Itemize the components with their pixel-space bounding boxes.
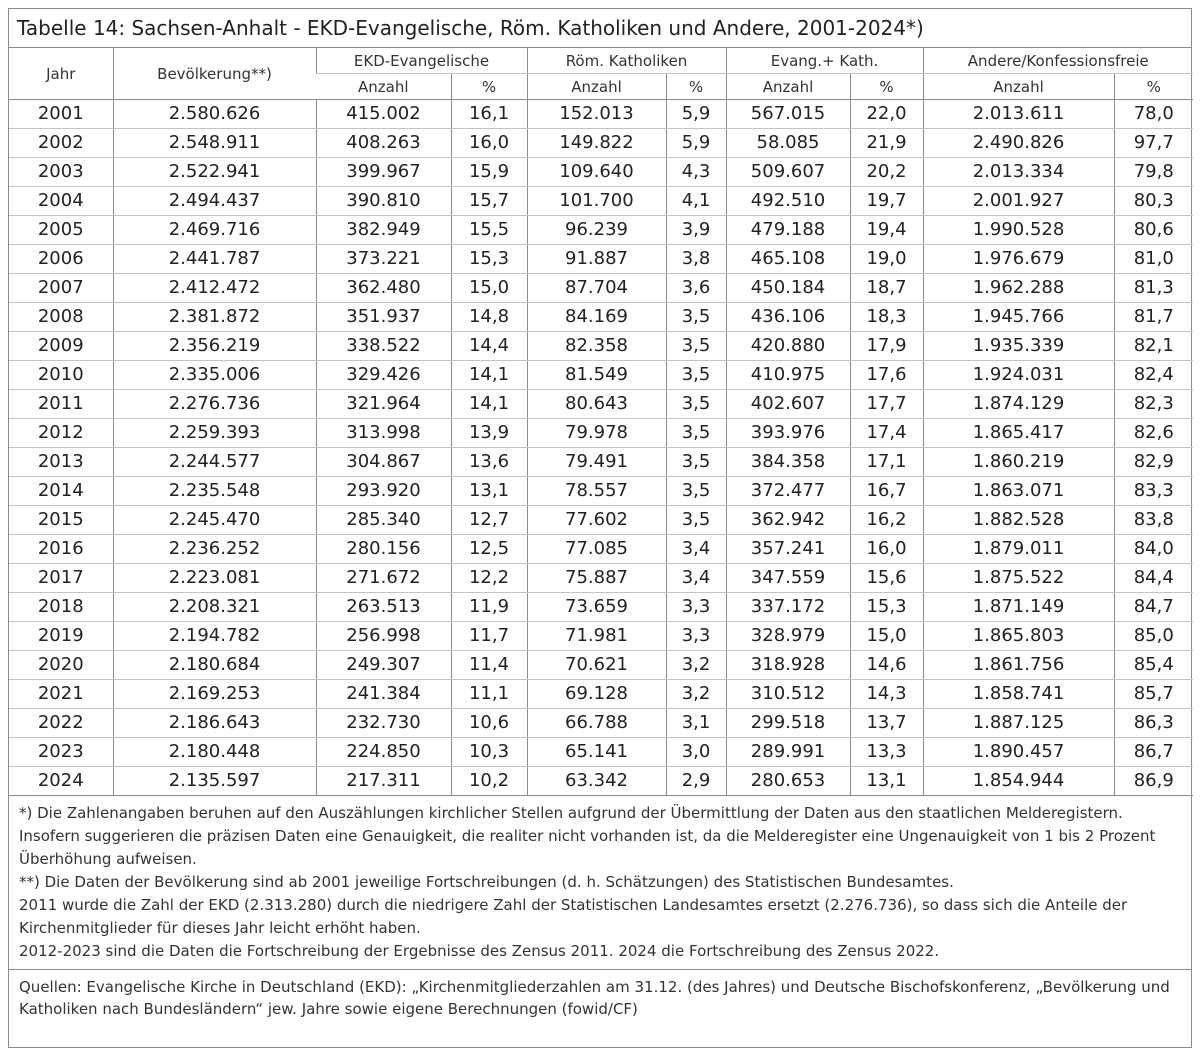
cell-katholiken-percent: 3,8 — [666, 245, 726, 274]
cell-ekd-anzahl: 285.340 — [316, 506, 451, 535]
cell-katholiken-percent: 3,5 — [666, 506, 726, 535]
cell-evang-kath-anzahl: 393.976 — [726, 419, 850, 448]
cell-ekd-anzahl: 373.221 — [316, 245, 451, 274]
table-row — [9, 158, 1193, 187]
cell-katholiken-anzahl: 65.141 — [527, 738, 666, 767]
cell-katholiken-anzahl: 71.981 — [527, 622, 666, 651]
cell-evang-kath-anzahl: 357.241 — [726, 535, 850, 564]
cell-bevoelkerung: 2.194.782 — [113, 622, 316, 651]
cell-andere-anzahl: 1.924.031 — [923, 361, 1114, 390]
cell-bevoelkerung: 2.412.472 — [113, 274, 316, 303]
cell-katholiken-anzahl: 70.621 — [527, 651, 666, 680]
cell-evang-kath-percent: 18,7 — [850, 274, 923, 303]
cell-katholiken-anzahl: 79.978 — [527, 419, 666, 448]
cell-ekd-anzahl: 321.964 — [316, 390, 451, 419]
cell-katholiken-anzahl: 79.491 — [527, 448, 666, 477]
cell-evang-kath-percent: 20,2 — [850, 158, 923, 187]
cell-katholiken-anzahl: 77.602 — [527, 506, 666, 535]
cell-evang-kath-percent: 13,3 — [850, 738, 923, 767]
header-anzahl-andere: Anzahl — [923, 74, 1114, 100]
cell-ekd-percent: 16,0 — [451, 129, 527, 158]
cell-evang-kath-anzahl: 280.653 — [726, 767, 850, 796]
cell-evang-kath-percent: 17,4 — [850, 419, 923, 448]
cell-evang-kath-anzahl: 328.979 — [726, 622, 850, 651]
cell-jahr: 2004 — [9, 187, 113, 216]
table-row — [9, 535, 1193, 564]
cell-evang-kath-percent: 16,7 — [850, 477, 923, 506]
cell-katholiken-anzahl: 87.704 — [527, 274, 666, 303]
cell-andere-anzahl: 1.860.219 — [923, 448, 1114, 477]
cell-andere-anzahl: 1.865.417 — [923, 419, 1114, 448]
data-table — [9, 48, 1193, 796]
cell-ekd-percent: 12,5 — [451, 535, 527, 564]
cell-evang-kath-anzahl: 492.510 — [726, 187, 850, 216]
cell-andere-percent: 85,4 — [1114, 651, 1193, 680]
cell-ekd-percent: 10,3 — [451, 738, 527, 767]
cell-ekd-anzahl: 217.311 — [316, 767, 451, 796]
table-row — [9, 245, 1193, 274]
table-row — [9, 216, 1193, 245]
cell-jahr: 2018 — [9, 593, 113, 622]
header-percent-andere: % — [1114, 74, 1193, 100]
table-row — [9, 709, 1193, 738]
cell-ekd-percent: 12,2 — [451, 564, 527, 593]
cell-katholiken-anzahl: 63.342 — [527, 767, 666, 796]
cell-katholiken-anzahl: 80.643 — [527, 390, 666, 419]
cell-andere-anzahl: 2.013.334 — [923, 158, 1114, 187]
cell-bevoelkerung: 2.259.393 — [113, 419, 316, 448]
table-body — [9, 100, 1193, 796]
cell-katholiken-anzahl: 91.887 — [527, 245, 666, 274]
cell-andere-percent: 86,9 — [1114, 767, 1193, 796]
table-row — [9, 622, 1193, 651]
cell-evang-kath-percent: 16,2 — [850, 506, 923, 535]
cell-ekd-percent: 14,4 — [451, 332, 527, 361]
cell-bevoelkerung: 2.335.006 — [113, 361, 316, 390]
table-row — [9, 477, 1193, 506]
cell-evang-kath-anzahl: 289.991 — [726, 738, 850, 767]
cell-katholiken-percent: 3,5 — [666, 361, 726, 390]
cell-jahr: 2020 — [9, 651, 113, 680]
cell-katholiken-anzahl: 69.128 — [527, 680, 666, 709]
cell-ekd-anzahl: 232.730 — [316, 709, 451, 738]
cell-evang-kath-anzahl: 420.880 — [726, 332, 850, 361]
cell-evang-kath-percent: 17,9 — [850, 332, 923, 361]
table-row — [9, 129, 1193, 158]
cell-andere-anzahl: 1.890.457 — [923, 738, 1114, 767]
table-row — [9, 738, 1193, 767]
cell-jahr: 2012 — [9, 419, 113, 448]
cell-ekd-anzahl: 256.998 — [316, 622, 451, 651]
cell-ekd-percent: 15,7 — [451, 187, 527, 216]
cell-evang-kath-anzahl: 337.172 — [726, 593, 850, 622]
cell-ekd-percent: 11,4 — [451, 651, 527, 680]
cell-jahr: 2023 — [9, 738, 113, 767]
cell-andere-anzahl: 1.871.149 — [923, 593, 1114, 622]
cell-jahr: 2022 — [9, 709, 113, 738]
cell-bevoelkerung: 2.223.081 — [113, 564, 316, 593]
cell-evang-kath-anzahl: 465.108 — [726, 245, 850, 274]
cell-katholiken-anzahl: 149.822 — [527, 129, 666, 158]
cell-jahr: 2001 — [9, 100, 113, 129]
cell-bevoelkerung: 2.180.448 — [113, 738, 316, 767]
cell-evang-kath-anzahl: 318.928 — [726, 651, 850, 680]
cell-ekd-percent: 11,1 — [451, 680, 527, 709]
cell-andere-percent: 83,8 — [1114, 506, 1193, 535]
table-header — [9, 48, 1193, 100]
cell-andere-percent: 86,3 — [1114, 709, 1193, 738]
cell-andere-percent: 85,0 — [1114, 622, 1193, 651]
cell-katholiken-percent: 3,4 — [666, 535, 726, 564]
cell-ekd-anzahl: 382.949 — [316, 216, 451, 245]
cell-katholiken-percent: 4,1 — [666, 187, 726, 216]
cell-andere-percent: 82,4 — [1114, 361, 1193, 390]
table-row — [9, 506, 1193, 535]
header-bevoelkerung: Bevölkerung**) — [113, 48, 316, 100]
cell-evang-kath-percent: 18,3 — [850, 303, 923, 332]
cell-andere-anzahl: 1.990.528 — [923, 216, 1114, 245]
footnote: *) Die Zahlenangaben beruhen auf den Auszählungen kirchlicher Stellen aufgrund der Übermittlung der Daten aus den staatlichen Melderegistern. Insofern suggerieren die präzisen Daten eine Genauigkeit, die realiter nicht vorhanden ist, da die Melderegister eine Ungenauigkeit von 1 bis 2 Prozent Überhöhung aufweisen. — [19, 804, 1156, 868]
cell-ekd-percent: 15,0 — [451, 274, 527, 303]
cell-andere-anzahl: 1.962.288 — [923, 274, 1114, 303]
cell-ekd-percent: 13,9 — [451, 419, 527, 448]
table-title: Tabelle 14: Sachsen-Anhalt - EKD-Evangelische, Röm. Katholiken und Andere, 2001-2024*) — [9, 9, 1191, 48]
cell-ekd-anzahl: 271.672 — [316, 564, 451, 593]
cell-andere-percent: 82,6 — [1114, 419, 1193, 448]
header-percent-katholiken: % — [666, 74, 726, 100]
footnote: 2012-2023 sind die Daten die Fortschreibung der Ergebnisse des Zensus 2011. 2024 die Fortschreibung des Zensus 2022. — [19, 942, 940, 960]
cell-evang-kath-percent: 21,9 — [850, 129, 923, 158]
cell-katholiken-percent: 3,5 — [666, 303, 726, 332]
cell-bevoelkerung: 2.235.548 — [113, 477, 316, 506]
cell-bevoelkerung: 2.522.941 — [113, 158, 316, 187]
cell-evang-kath-anzahl: 384.358 — [726, 448, 850, 477]
cell-evang-kath-percent: 17,6 — [850, 361, 923, 390]
table-row — [9, 767, 1193, 796]
cell-jahr: 2021 — [9, 680, 113, 709]
cell-katholiken-anzahl: 77.085 — [527, 535, 666, 564]
cell-jahr: 2013 — [9, 448, 113, 477]
cell-andere-percent: 79,8 — [1114, 158, 1193, 187]
cell-katholiken-percent: 3,9 — [666, 216, 726, 245]
cell-katholiken-anzahl: 78.557 — [527, 477, 666, 506]
header-group-andere: Andere/Konfessionsfreie — [923, 48, 1193, 74]
cell-andere-anzahl: 1.875.522 — [923, 564, 1114, 593]
cell-evang-kath-percent: 17,7 — [850, 390, 923, 419]
cell-evang-kath-percent: 13,1 — [850, 767, 923, 796]
table-row — [9, 303, 1193, 332]
cell-ekd-percent: 13,1 — [451, 477, 527, 506]
cell-ekd-anzahl: 415.002 — [316, 100, 451, 129]
cell-evang-kath-percent: 15,3 — [850, 593, 923, 622]
cell-evang-kath-anzahl: 436.106 — [726, 303, 850, 332]
cell-ekd-percent: 11,9 — [451, 593, 527, 622]
cell-evang-kath-anzahl: 402.607 — [726, 390, 850, 419]
cell-jahr: 2024 — [9, 767, 113, 796]
header-jahr: Jahr — [9, 48, 113, 100]
cell-evang-kath-anzahl: 567.015 — [726, 100, 850, 129]
cell-andere-anzahl: 1.865.803 — [923, 622, 1114, 651]
cell-ekd-anzahl: 351.937 — [316, 303, 451, 332]
cell-jahr: 2002 — [9, 129, 113, 158]
cell-evang-kath-percent: 14,3 — [850, 680, 923, 709]
cell-ekd-anzahl: 293.920 — [316, 477, 451, 506]
cell-katholiken-percent: 3,3 — [666, 593, 726, 622]
cell-jahr: 2017 — [9, 564, 113, 593]
cell-katholiken-anzahl: 152.013 — [527, 100, 666, 129]
cell-ekd-anzahl: 390.810 — [316, 187, 451, 216]
cell-jahr: 2006 — [9, 245, 113, 274]
cell-ekd-percent: 15,9 — [451, 158, 527, 187]
cell-evang-kath-anzahl: 372.477 — [726, 477, 850, 506]
cell-katholiken-percent: 3,2 — [666, 651, 726, 680]
cell-andere-anzahl: 1.863.071 — [923, 477, 1114, 506]
cell-evang-kath-anzahl: 509.607 — [726, 158, 850, 187]
cell-evang-kath-percent: 14,6 — [850, 651, 923, 680]
cell-katholiken-anzahl: 96.239 — [527, 216, 666, 245]
cell-katholiken-percent: 3,5 — [666, 419, 726, 448]
cell-andere-anzahl: 1.854.944 — [923, 767, 1114, 796]
cell-andere-percent: 85,7 — [1114, 680, 1193, 709]
cell-andere-anzahl: 2.013.611 — [923, 100, 1114, 129]
cell-andere-anzahl: 1.882.528 — [923, 506, 1114, 535]
cell-ekd-anzahl: 280.156 — [316, 535, 451, 564]
table-row — [9, 361, 1193, 390]
cell-jahr: 2011 — [9, 390, 113, 419]
cell-jahr: 2019 — [9, 622, 113, 651]
cell-ekd-percent: 10,2 — [451, 767, 527, 796]
cell-evang-kath-anzahl: 310.512 — [726, 680, 850, 709]
cell-andere-percent: 82,3 — [1114, 390, 1193, 419]
header-percent-ekd: % — [451, 74, 527, 100]
table-row — [9, 100, 1193, 129]
table-row — [9, 187, 1193, 216]
cell-katholiken-percent: 3,5 — [666, 332, 726, 361]
cell-evang-kath-percent: 13,7 — [850, 709, 923, 738]
cell-katholiken-percent: 3,4 — [666, 564, 726, 593]
table-row — [9, 448, 1193, 477]
cell-ekd-anzahl: 338.522 — [316, 332, 451, 361]
table-row — [9, 390, 1193, 419]
cell-ekd-percent: 14,1 — [451, 361, 527, 390]
header-group-katholiken: Röm. Katholiken — [527, 48, 726, 74]
cell-ekd-anzahl: 224.850 — [316, 738, 451, 767]
table-row — [9, 332, 1193, 361]
cell-bevoelkerung: 2.236.252 — [113, 535, 316, 564]
cell-evang-kath-anzahl: 410.975 — [726, 361, 850, 390]
cell-katholiken-percent: 2,9 — [666, 767, 726, 796]
cell-jahr: 2005 — [9, 216, 113, 245]
cell-katholiken-percent: 5,9 — [666, 100, 726, 129]
cell-andere-percent: 78,0 — [1114, 100, 1193, 129]
cell-katholiken-anzahl: 73.659 — [527, 593, 666, 622]
cell-ekd-percent: 13,6 — [451, 448, 527, 477]
cell-andere-percent: 84,7 — [1114, 593, 1193, 622]
cell-andere-anzahl: 2.490.826 — [923, 129, 1114, 158]
cell-evang-kath-percent: 19,0 — [850, 245, 923, 274]
cell-ekd-percent: 11,7 — [451, 622, 527, 651]
header-group-ekd: EKD-Evangelische — [316, 48, 527, 74]
cell-katholiken-percent: 3,2 — [666, 680, 726, 709]
cell-katholiken-percent: 4,3 — [666, 158, 726, 187]
cell-ekd-percent: 14,1 — [451, 390, 527, 419]
cell-andere-percent: 81,7 — [1114, 303, 1193, 332]
cell-ekd-anzahl: 313.998 — [316, 419, 451, 448]
cell-bevoelkerung: 2.245.470 — [113, 506, 316, 535]
cell-andere-anzahl: 1.858.741 — [923, 680, 1114, 709]
cell-evang-kath-percent: 15,0 — [850, 622, 923, 651]
cell-jahr: 2003 — [9, 158, 113, 187]
cell-evang-kath-percent: 15,6 — [850, 564, 923, 593]
cell-evang-kath-percent: 17,1 — [850, 448, 923, 477]
cell-katholiken-anzahl: 82.358 — [527, 332, 666, 361]
cell-bevoelkerung: 2.169.253 — [113, 680, 316, 709]
cell-jahr: 2014 — [9, 477, 113, 506]
cell-bevoelkerung: 2.356.219 — [113, 332, 316, 361]
cell-andere-percent: 84,4 — [1114, 564, 1193, 593]
cell-evang-kath-anzahl: 299.518 — [726, 709, 850, 738]
cell-bevoelkerung: 2.381.872 — [113, 303, 316, 332]
header-anzahl-evang-kath: Anzahl — [726, 74, 850, 100]
cell-bevoelkerung: 2.180.684 — [113, 651, 316, 680]
cell-evang-kath-percent: 16,0 — [850, 535, 923, 564]
cell-ekd-anzahl: 263.513 — [316, 593, 451, 622]
header-anzahl-katholiken: Anzahl — [527, 74, 666, 100]
cell-katholiken-percent: 3,0 — [666, 738, 726, 767]
cell-ekd-percent: 15,3 — [451, 245, 527, 274]
cell-bevoelkerung: 2.441.787 — [113, 245, 316, 274]
cell-andere-anzahl: 1.976.679 — [923, 245, 1114, 274]
cell-jahr: 2015 — [9, 506, 113, 535]
cell-evang-kath-percent: 19,7 — [850, 187, 923, 216]
cell-evang-kath-anzahl: 479.188 — [726, 216, 850, 245]
footnote: **) Die Daten der Bevölkerung sind ab 2001 jeweilige Fortschreibungen (d. h. Schätzungen) des Statistischen Bundesamtes. — [19, 873, 954, 891]
cell-ekd-anzahl: 241.384 — [316, 680, 451, 709]
cell-katholiken-anzahl: 75.887 — [527, 564, 666, 593]
cell-bevoelkerung: 2.494.437 — [113, 187, 316, 216]
cell-evang-kath-anzahl: 450.184 — [726, 274, 850, 303]
cell-andere-percent: 80,3 — [1114, 187, 1193, 216]
cell-katholiken-percent: 3,6 — [666, 274, 726, 303]
cell-ekd-anzahl: 329.426 — [316, 361, 451, 390]
cell-evang-kath-percent: 19,4 — [850, 216, 923, 245]
cell-katholiken-anzahl: 81.549 — [527, 361, 666, 390]
cell-katholiken-anzahl: 101.700 — [527, 187, 666, 216]
cell-andere-anzahl: 1.935.339 — [923, 332, 1114, 361]
cell-evang-kath-anzahl: 347.559 — [726, 564, 850, 593]
sources-text: Quellen: Evangelische Kirche in Deutschland (EKD): „Kirchenmitgliederzahlen am 31.12. (des Jahres) und Deutsche Bischofskonferenz, „Bevölkerung und Katholiken nach Bundesländern“ jew. Jahre sowie eigene Berechnungen (fowid/CF) — [19, 978, 1170, 1018]
cell-andere-percent: 81,3 — [1114, 274, 1193, 303]
table-row — [9, 419, 1193, 448]
cell-katholiken-percent: 3,3 — [666, 622, 726, 651]
cell-evang-kath-anzahl: 362.942 — [726, 506, 850, 535]
cell-andere-percent: 86,7 — [1114, 738, 1193, 767]
sources-note — [9, 970, 1191, 1020]
cell-jahr: 2016 — [9, 535, 113, 564]
cell-evang-kath-percent: 22,0 — [850, 100, 923, 129]
table-row — [9, 651, 1193, 680]
cell-ekd-anzahl: 304.867 — [316, 448, 451, 477]
cell-ekd-percent: 15,5 — [451, 216, 527, 245]
table-row — [9, 274, 1193, 303]
footnote: 2011 wurde die Zahl der EKD (2.313.280) durch die niedrigere Zahl der Statistischen Landesamtes ersetzt (2.276.736), so dass sich die Anteile der Kirchenmitglieder für dieses Jahr leicht erhöht haben. — [19, 896, 1128, 937]
cell-jahr: 2009 — [9, 332, 113, 361]
cell-katholiken-percent: 3,5 — [666, 477, 726, 506]
cell-ekd-anzahl: 408.263 — [316, 129, 451, 158]
cell-ekd-percent: 14,8 — [451, 303, 527, 332]
cell-jahr: 2008 — [9, 303, 113, 332]
cell-andere-percent: 84,0 — [1114, 535, 1193, 564]
cell-bevoelkerung: 2.548.911 — [113, 129, 316, 158]
cell-andere-percent: 82,9 — [1114, 448, 1193, 477]
cell-ekd-percent: 10,6 — [451, 709, 527, 738]
header-anzahl-ekd: Anzahl — [316, 74, 451, 100]
cell-andere-percent: 97,7 — [1114, 129, 1193, 158]
table-row — [9, 680, 1193, 709]
footnotes — [9, 796, 1191, 970]
cell-bevoelkerung: 2.276.736 — [113, 390, 316, 419]
cell-katholiken-percent: 5,9 — [666, 129, 726, 158]
cell-bevoelkerung: 2.208.321 — [113, 593, 316, 622]
cell-bevoelkerung: 2.580.626 — [113, 100, 316, 129]
cell-ekd-anzahl: 362.480 — [316, 274, 451, 303]
cell-jahr: 2010 — [9, 361, 113, 390]
cell-andere-percent: 80,6 — [1114, 216, 1193, 245]
cell-katholiken-percent: 3,5 — [666, 390, 726, 419]
cell-andere-anzahl: 1.887.125 — [923, 709, 1114, 738]
cell-katholiken-anzahl: 66.788 — [527, 709, 666, 738]
cell-katholiken-anzahl: 109.640 — [527, 158, 666, 187]
cell-katholiken-anzahl: 84.169 — [527, 303, 666, 332]
table-frame — [8, 8, 1192, 1048]
cell-katholiken-percent: 3,1 — [666, 709, 726, 738]
cell-bevoelkerung: 2.469.716 — [113, 216, 316, 245]
cell-andere-anzahl: 1.861.756 — [923, 651, 1114, 680]
cell-andere-percent: 83,3 — [1114, 477, 1193, 506]
cell-ekd-percent: 16,1 — [451, 100, 527, 129]
cell-ekd-anzahl: 399.967 — [316, 158, 451, 187]
header-percent-evang-kath: % — [850, 74, 923, 100]
cell-bevoelkerung: 2.135.597 — [113, 767, 316, 796]
cell-bevoelkerung: 2.244.577 — [113, 448, 316, 477]
cell-andere-anzahl: 1.945.766 — [923, 303, 1114, 332]
cell-andere-percent: 82,1 — [1114, 332, 1193, 361]
cell-bevoelkerung: 2.186.643 — [113, 709, 316, 738]
table-row — [9, 593, 1193, 622]
cell-andere-anzahl: 1.879.011 — [923, 535, 1114, 564]
cell-ekd-anzahl: 249.307 — [316, 651, 451, 680]
cell-evang-kath-anzahl: 58.085 — [726, 129, 850, 158]
cell-ekd-percent: 12,7 — [451, 506, 527, 535]
cell-katholiken-percent: 3,5 — [666, 448, 726, 477]
table-row — [9, 564, 1193, 593]
header-group-evang-kath: Evang.+ Kath. — [726, 48, 923, 74]
cell-andere-anzahl: 1.874.129 — [923, 390, 1114, 419]
cell-andere-anzahl: 2.001.927 — [923, 187, 1114, 216]
cell-andere-percent: 81,0 — [1114, 245, 1193, 274]
cell-jahr: 2007 — [9, 274, 113, 303]
